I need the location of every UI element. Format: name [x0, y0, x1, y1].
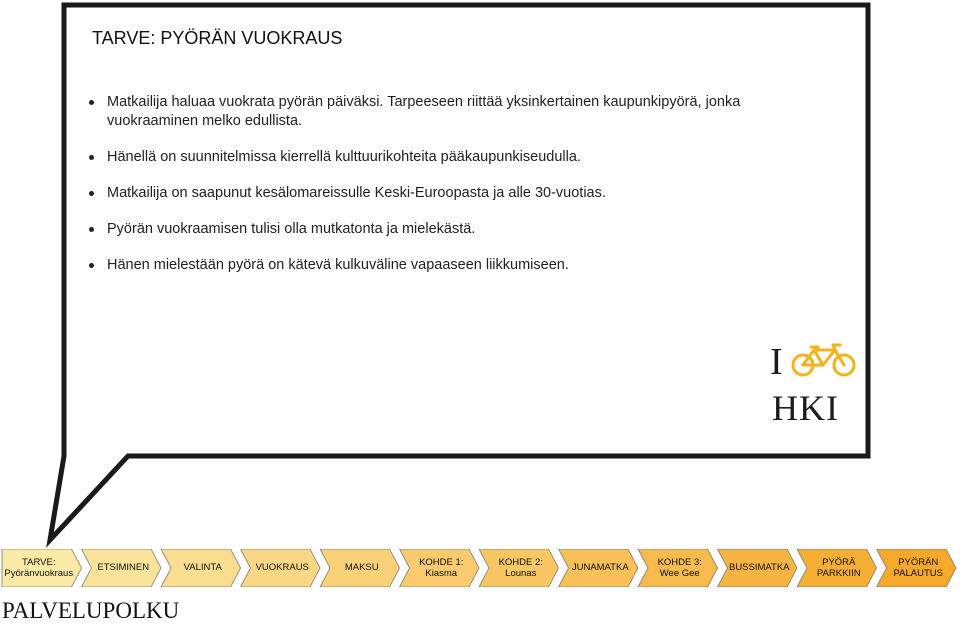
logo-letter-i: I — [770, 341, 783, 383]
bicycle-icon — [790, 343, 858, 377]
bullet-item: Hänen mielestään pyörä on kätevä kulkuväline vapaaseen liikkumiseen. — [88, 256, 788, 275]
logo-hki: HKI — [772, 388, 839, 428]
journey-step-label: VALINTA — [183, 562, 222, 574]
journey-step-label: MAKSU — [344, 562, 379, 574]
journey-step-label: KOHDE 2: Lounas — [498, 556, 543, 579]
bullet-item: Pyörän vuokraamisen tulisi olla mutkatonta ja mielekästä. — [88, 220, 788, 239]
footer-label: PALVELUPOLKU — [2, 598, 180, 623]
journey-step-label: VUOKRAUS — [255, 562, 309, 574]
journey-step-label: BUSSIMATKA — [728, 562, 790, 574]
bullet-item: Matkailija haluaa vuokrata pyörän päiväksi. Tarpeeseen riittää yksinkertainen kaupunkipyörä, jonka vuokraaminen melko edullista. — [88, 93, 788, 131]
bullet-item: Matkailija on saapunut kesälomareissulle Keski-Euroopasta ja alle 30-vuotias. — [88, 184, 788, 203]
journey-step-label: PYÖRÄN PALAUTUS — [893, 556, 943, 579]
journey-step-label: ETSIMINEN — [97, 562, 150, 574]
journey-step-label: TARVE: Pyöränvuokraus — [4, 556, 74, 579]
bullet-list — [88, 93, 788, 292]
journey-step-label: PYÖRÄ PARKKIIN — [816, 556, 861, 579]
slide-title: TARVE: PYÖRÄN VUOKRAUS — [92, 28, 343, 48]
journey-step-label: KOHDE 3: Wee Gee — [657, 556, 702, 579]
bullet-item: Hänellä on suunnitelmissa kierrellä kulttuurikohteita pääkaupunkiseudulla. — [88, 148, 788, 167]
journey-step-label: JUNAMATKA — [571, 562, 629, 574]
journey-step-label: KOHDE 1: Kiasma — [419, 556, 464, 579]
